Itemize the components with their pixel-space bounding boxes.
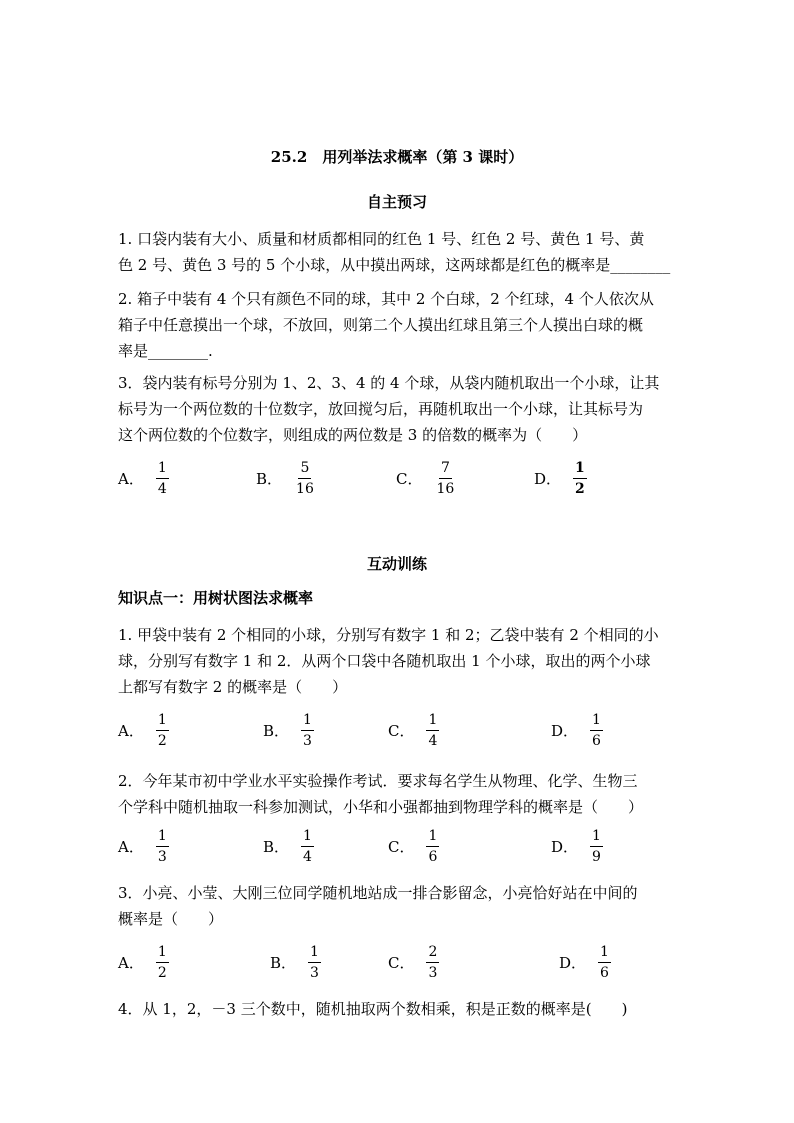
denominator: 9: [592, 848, 601, 865]
denominator: 2: [575, 480, 585, 497]
question-line: 球，分别写有数字 1 和 2．从两个口袋中各随机取出 1 个小球，取出的两个小球: [118, 652, 651, 670]
numerator: 7: [439, 460, 452, 479]
question-line: 3．袋内装有标号分别为 1、2、3、4 的 4 个球，从袋内随机取出一个小球，让其: [118, 374, 660, 392]
fraction: [156, 460, 169, 497]
numerator: 1: [308, 944, 321, 963]
question-line: 色 2 号、黄色 3 号的 5 个小球，从中摸出两球，这两球都是红色的概率是________: [118, 256, 671, 274]
option-a: [118, 941, 169, 983]
denominator: 2: [157, 732, 167, 749]
denominator: 3: [157, 848, 167, 865]
option-c: [388, 941, 439, 983]
question-line: 概率是（ ）: [118, 910, 224, 928]
fraction: [301, 828, 314, 865]
question-line: 上都写有数字 2 的概率是（ ）: [118, 678, 348, 696]
section-heading-training: 互动训练: [366, 555, 427, 573]
preview-question-3: [118, 370, 674, 448]
option-label: B．: [256, 469, 283, 488]
numerator: 1: [156, 828, 169, 847]
option-a: [118, 457, 169, 499]
training-question-3: [118, 880, 674, 932]
option-b: [256, 457, 316, 499]
denominator: 3: [310, 964, 319, 981]
training-question-3-options: [118, 941, 678, 983]
preview-question-2: [118, 286, 674, 364]
option-b: [270, 941, 321, 983]
option-label: C．: [388, 953, 415, 972]
numerator: 5: [298, 460, 311, 479]
option-label: B．: [263, 837, 290, 856]
question-line: 标号为一个两位数的十位数字，放回搅匀后，再随机取出一个小球，让其标号为: [118, 400, 644, 418]
numerator: 1: [156, 460, 169, 479]
question-line: 个学科中随机抽取一科参加测试，小华和小强都抽到物理学科的概率是（ ）: [118, 798, 644, 816]
fraction: [156, 828, 169, 865]
denominator: 2: [157, 964, 167, 981]
question-line: 率是________.: [118, 342, 213, 360]
option-label: B．: [263, 721, 290, 740]
question-line: 1. 甲袋中装有 2 个相同的小球，分别写有数字 1 和 2；乙袋中装有 2 个相同的小: [118, 626, 659, 644]
training-question-2: [118, 768, 674, 820]
numerator: 1: [156, 944, 169, 963]
denominator: 6: [600, 964, 609, 981]
page-title: 25.2 用列举法求概率（第 3 课时）: [270, 148, 524, 166]
question-line: 2．今年某市初中学业水平实验操作考试．要求每名学生从物理、化学、生物三: [118, 772, 638, 790]
option-d: [559, 941, 611, 983]
training-question-1-options: [118, 709, 678, 751]
numerator: 1: [426, 828, 439, 847]
training-question-2-options: [118, 825, 678, 867]
numerator: 1: [301, 712, 314, 731]
training-question-1: [118, 622, 674, 700]
fraction: [598, 944, 611, 981]
denominator: 16: [296, 480, 314, 497]
option-label: A．: [118, 837, 144, 856]
denominator: 4: [303, 848, 312, 865]
denominator: 3: [428, 964, 438, 981]
option-c: [396, 457, 456, 499]
denominator: 16: [436, 480, 455, 497]
denominator: 4: [428, 732, 438, 749]
fraction: [573, 460, 587, 497]
option-label: D．: [551, 837, 579, 856]
option-label: B．: [270, 953, 297, 972]
option-a: [118, 825, 169, 867]
preview-question-3-options: [118, 457, 678, 499]
knowledge-point-heading: 知识点一：用树状图法求概率: [118, 589, 314, 607]
denominator: 4: [157, 480, 167, 497]
option-label: D．: [559, 953, 587, 972]
fraction: [590, 828, 603, 865]
option-label: D．: [551, 721, 579, 740]
fraction: [156, 712, 169, 749]
option-b: [263, 709, 314, 751]
option-c: [388, 709, 439, 751]
question-line: 2. 箱子中装有 4 个只有颜色不同的球，其中 2 个白球，2 个红球，4 个人依次从: [118, 290, 654, 308]
numerator: 1: [598, 944, 611, 963]
numerator: 1: [590, 828, 603, 847]
fraction: [426, 944, 439, 981]
fraction: [590, 712, 603, 749]
fraction: [426, 828, 439, 865]
numerator: 1: [426, 712, 439, 731]
option-a: [118, 709, 169, 751]
numerator: 1: [301, 828, 314, 847]
training-question-4: [118, 996, 674, 1022]
fraction: [434, 460, 456, 497]
option-label: A．: [118, 953, 144, 972]
option-d: [534, 457, 587, 499]
fraction: [301, 712, 314, 749]
numerator: 1: [156, 712, 169, 731]
question-line: 3．小亮、小莹、大刚三位同学随机地站成一排合影留念，小亮恰好站在中间的: [118, 884, 638, 902]
option-d: [551, 825, 603, 867]
option-label: A．: [118, 721, 144, 740]
numerator: 1: [573, 460, 587, 479]
denominator: 6: [592, 732, 601, 749]
question-line: 箱子中任意摸出一个球，不放回，则第二个人摸出红球且第三个人摸出白球的概: [118, 316, 644, 334]
fraction: [308, 944, 321, 981]
numerator: 2: [426, 944, 439, 963]
fraction: [426, 712, 439, 749]
denominator: 6: [428, 848, 438, 865]
denominator: 3: [303, 732, 312, 749]
option-c: [388, 825, 439, 867]
question-line: 这个两位数的个位数字，则组成的两位数是 3 的倍数的概率为（ ）: [118, 426, 588, 444]
option-b: [263, 825, 314, 867]
option-label: C．: [388, 837, 415, 856]
option-label: D．: [534, 469, 562, 488]
option-label: C．: [396, 469, 423, 488]
question-line: 1. 口袋内装有大小、质量和材质都相同的红色 1 号、红色 2 号、黄色 1 号、黄: [118, 230, 645, 248]
fraction: [294, 460, 316, 497]
option-d: [551, 709, 603, 751]
fraction: [156, 944, 169, 981]
numerator: 1: [590, 712, 603, 731]
option-label: C．: [388, 721, 415, 740]
question-line: 4．从 1，2，－3 三个数中，随机抽取两个数相乘，积是正数的概率是( ): [118, 1000, 628, 1018]
preview-question-1: [118, 226, 674, 278]
section-heading-preview: 自主预习: [366, 193, 427, 211]
option-label: A．: [118, 469, 144, 488]
